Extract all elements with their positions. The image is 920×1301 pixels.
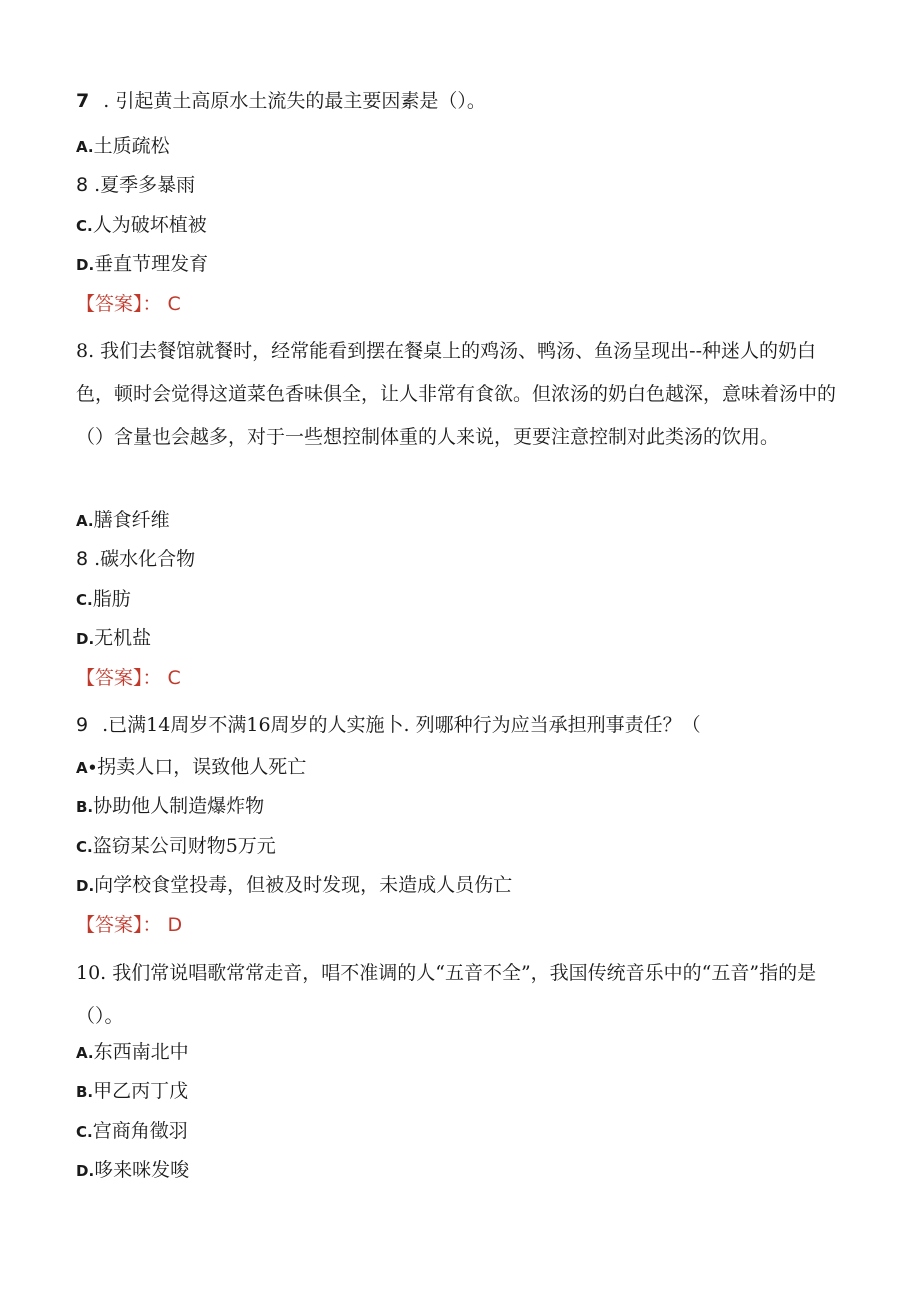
- option-c: C.人为破坏植被: [76, 214, 207, 236]
- option-d: D.哆来咪发唆: [76, 1159, 190, 1181]
- question-7: [76, 88, 486, 114]
- option-d: D.无机盐: [76, 627, 152, 649]
- option-b: 8 .夏季多暴雨: [76, 174, 196, 196]
- question-text: .已满14周岁不满16周岁的人实施卜. 列哪种行为应当承担刑事责任？（: [96, 714, 701, 736]
- option-a: A.土质疏松: [76, 135, 170, 157]
- question-8-text: 8. 我们去餐馆就餐时，经常能看到摆在餐桌上的鸡汤、鸭汤、鱼汤呈现出--种迷人的奶白色，顿时会觉得这道菜色香味俱全，让人非常有食欲。但浓汤的奶白色越深，意味着汤中的（）含量也会越多，对于一些想控制体重的人来说，更要注意控制对此类汤的饮用。: [76, 340, 837, 448]
- answer: 【答案】： D: [76, 914, 183, 936]
- option-a: A•拐卖人口，误致他人死亡: [76, 756, 307, 778]
- option-b: 8 .碳水化合物: [76, 548, 196, 570]
- option-c: C.盗窃某公司财物5万元: [76, 835, 276, 857]
- option-a: A.东西南北中: [76, 1041, 189, 1063]
- option-b: B.甲乙丙丁戊: [76, 1080, 189, 1102]
- question-number: 7: [76, 90, 90, 112]
- option-d: D.垂直节理发育: [76, 253, 209, 275]
- option-a: A.膳食纤维: [76, 509, 170, 531]
- answer: 【答案】： C: [76, 293, 181, 315]
- question-number: 9: [76, 714, 89, 736]
- option-d: D.向学校食堂投毒，但被及时发现，未造成人员伤亡: [76, 874, 513, 896]
- question-10-text: 10. 我们常说唱歌常常走音，唱不准调的人“五音不全”，我国传统音乐中的“五音”指的是（）。: [76, 962, 817, 1027]
- option-c: C.宫商角徵羽: [76, 1120, 188, 1142]
- option-c: C.脂肪: [76, 588, 131, 610]
- question-9: [76, 712, 701, 738]
- answer: 【答案】： C: [76, 667, 181, 689]
- question-text: . 引起黄土高原水土流失的最主要因素是（）。: [103, 90, 486, 112]
- option-b: B.协助他人制造爆炸物: [76, 795, 265, 817]
